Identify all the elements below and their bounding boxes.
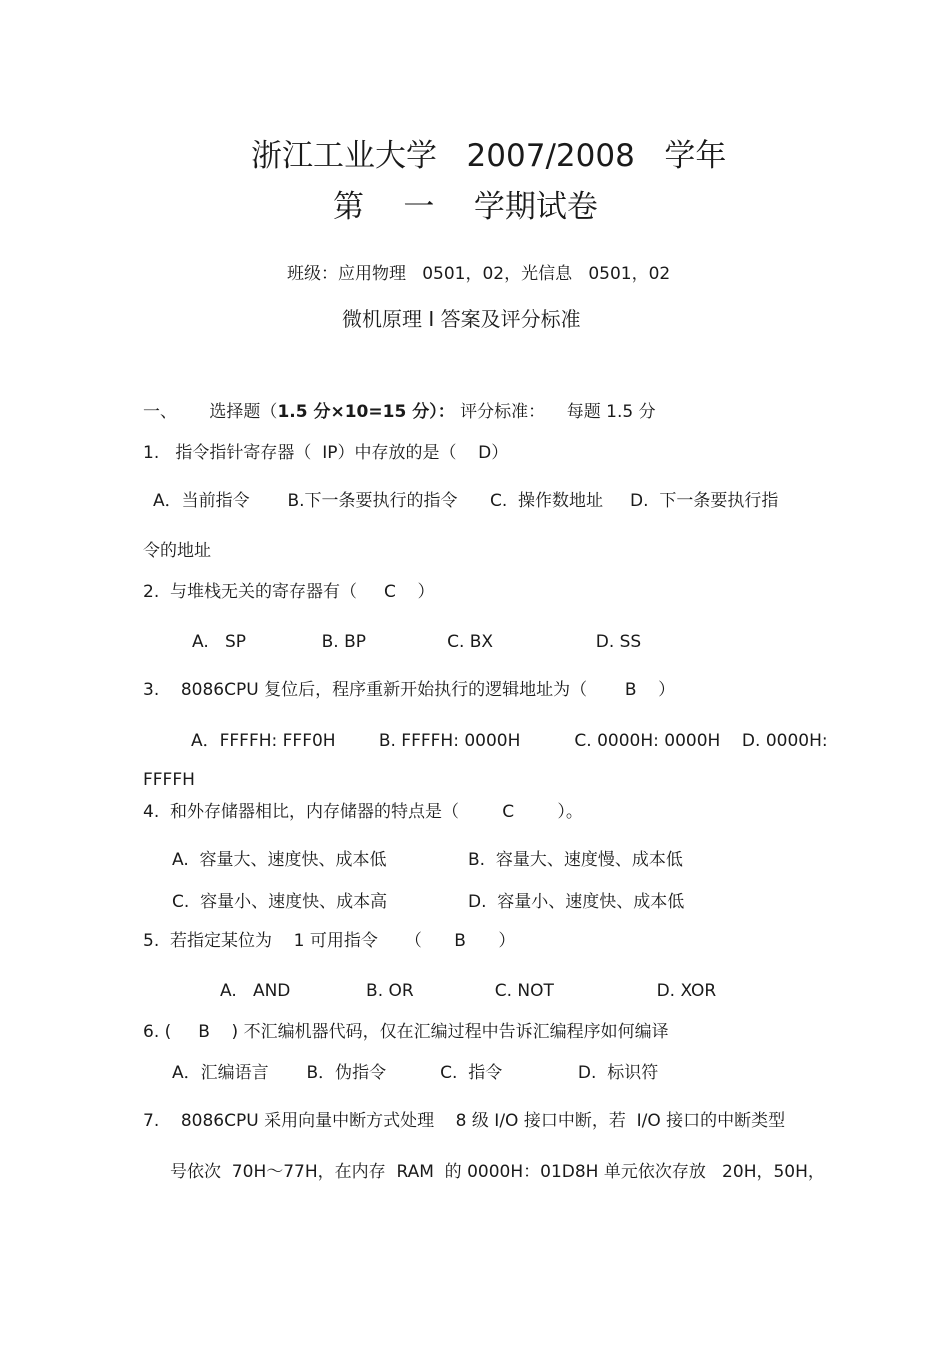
question-6-stem: 6. ( B ) 不汇编机器代码，仅在汇编过程中告诉汇编程序如何编译: [143, 1022, 669, 1042]
question-3-options: A．FFFFH: FFF0H B. FFFFH: 0000H C. 0000H: 0000H D. 0000H:: [191, 731, 828, 751]
question-7-stem-cont: 号依次 70H～77H，在内存 RAM 的 0000H：01D8H 单元依次存放 20H，50H，: [170, 1162, 825, 1182]
question-1-options: A．当前指令 B.下一条要执行的指令 C. 操作数地址 D. 下一条要执行指: [153, 491, 779, 511]
subject-title: 微机原理 Ⅰ 答案及评分标准: [342, 307, 581, 331]
question-5-options: A. AND B. OR C. NOT D. XOR: [220, 981, 717, 1001]
exam-title-line2: 第 一 学期试卷: [333, 189, 598, 225]
exam-title-line1: 浙江工业大学 2007/2008 学年: [251, 138, 727, 174]
question-4-option-d: D. 容量小、速度快、成本低: [468, 892, 685, 912]
question-3-options-cont: FFFFH: [143, 770, 195, 790]
section-heading: [143, 404, 656, 421]
question-4-stem: 4. 和外存储器相比，内存储器的特点是（ C ）。: [143, 802, 583, 822]
question-3-stem: 3. 8086CPU 复位后，程序重新开始执行的逻辑地址为（ B ）: [143, 680, 676, 700]
question-6-options: A．汇编语言 B．伪指令 C. 指令 D. 标识符: [172, 1063, 659, 1083]
question-2-options: A. SP B. BP C. BX D. SS: [192, 632, 642, 652]
section-heading-bold: 1.5 分×10=15 分）：: [277, 402, 455, 422]
question-1-options-cont: 令的地址: [143, 541, 211, 561]
question-4-option-a: A. 容量大、速度快、成本低: [172, 850, 387, 870]
section-heading-suffix: 评分标准： 每题 1.5 分: [454, 402, 656, 422]
question-7-stem: 7. 8086CPU 采用向量中断方式处理 8 级 I/O 接口中断，若 I/O 接口的中断类型: [143, 1111, 786, 1131]
section-heading-prefix: 一、 选择题（: [143, 402, 278, 422]
question-4-option-c: C. 容量小、速度快、成本高: [172, 892, 388, 912]
question-4-option-b: B. 容量大、速度慢、成本低: [468, 850, 683, 870]
question-2-stem: 2. 与堆栈无关的寄存器有（ C ）: [143, 582, 435, 602]
class-info: 班级：应用物理 0501，02，光信息 0501，02: [287, 264, 671, 284]
question-1-stem: 1. 指令指针寄存器（ IP）中存放的是（ D）: [143, 443, 509, 463]
question-5-stem: 5. 若指定某位为 1 可用指令 （ B ）: [143, 931, 516, 951]
